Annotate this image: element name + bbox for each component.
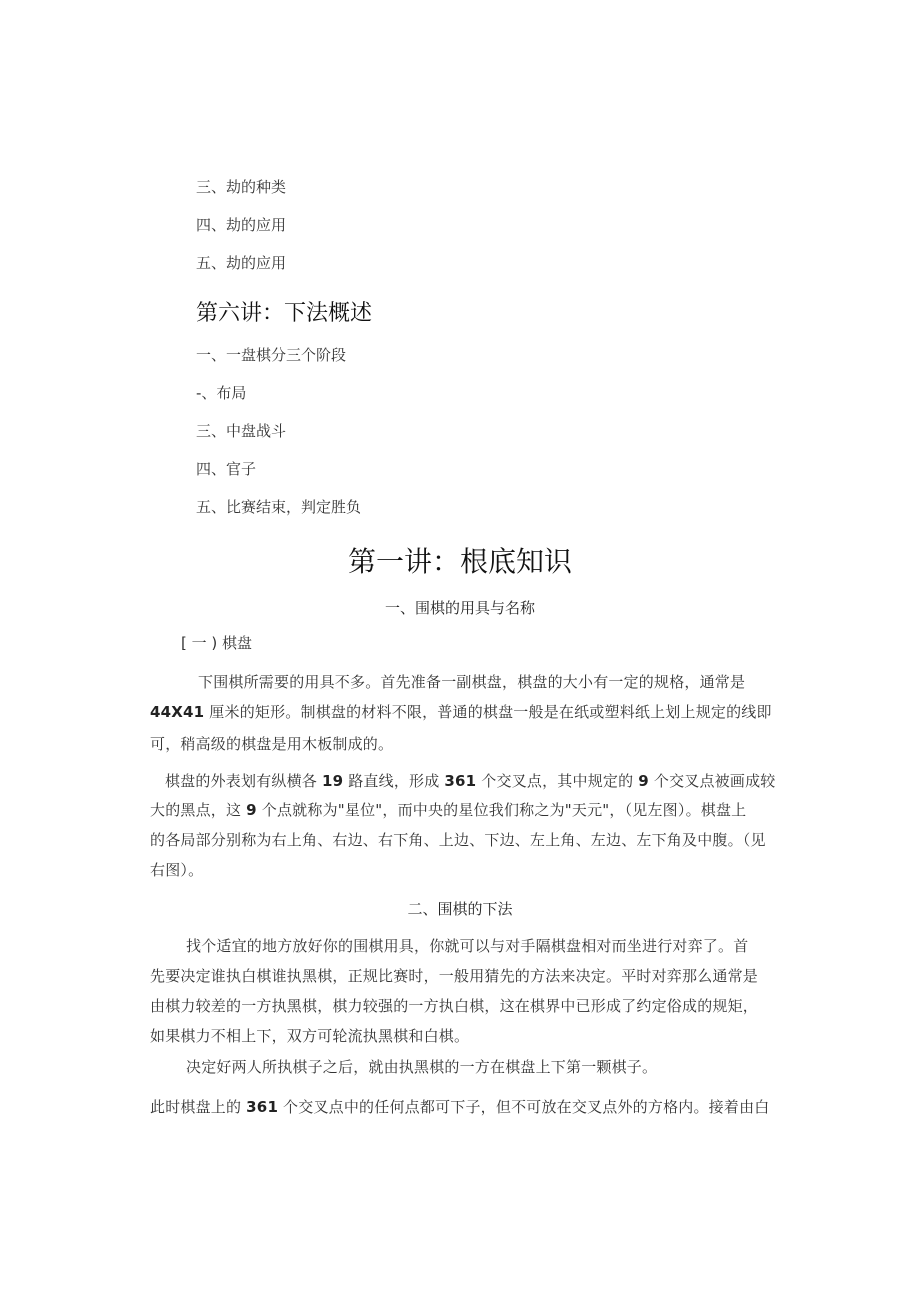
subsection-heading: [ 一 ) 棋盘	[181, 634, 253, 652]
paragraph-line: 由棋力较差的一方执黑棋，棋力较强的一方执白棋，这在棋界中已形成了约定俗成的规矩，	[150, 997, 759, 1015]
number-text: 19	[321, 772, 344, 790]
paragraph-line: 的各局部分别称为右上角、右边、右下角、上边、下边、左上角、左边、左下角及中腹。（见	[150, 831, 766, 849]
toc-item: 三、中盘战斗	[196, 422, 287, 440]
toc-item: 一、一盘棋分三个阶段	[196, 346, 347, 364]
toc-item: -、布局	[196, 384, 247, 402]
number-text: 361	[246, 1098, 279, 1116]
paragraph-line: 找个适宜的地方放好你的围棋用具，你就可以与对手隔棋盘相对而坐进行对弈了。首	[186, 937, 749, 955]
paragraph-line: 下围棋所需要的用具不多。首先准备一副棋盘，棋盘的大小有一定的规格，通常是	[198, 673, 746, 691]
paragraph-line: 可，稍高级的棋盘是用木板制成的。	[150, 735, 394, 753]
paragraph-line: 大的黑点，这 9 个点就称为"星位"，而中央的星位我们称之为"天元"，（见左图）。棋盘上	[150, 801, 747, 819]
section-heading: 一、围棋的用具与名称	[384, 599, 535, 617]
toc-item: 四、劫的应用	[196, 216, 287, 234]
number-text: 44X41	[150, 703, 205, 721]
paragraph-line: 先要决定谁执白棋谁执黑棋，正规比赛时，一般用猜先的方法来决定。平时对弈那么通常是	[150, 967, 759, 985]
toc-item: 四、官子	[196, 460, 257, 478]
paragraph-line: 44X41 厘米的矩形。制棋盘的材料不限，普通的棋盘一般是在纸或塑料纸上划上规定的线即	[150, 703, 772, 721]
paragraph-line: 右图）。	[150, 861, 204, 879]
lecture6-heading: 第六讲：下法概述	[196, 301, 373, 326]
toc-item: 三、劫的种类	[196, 178, 287, 196]
paragraph-line: 决定好两人所执棋子之后，就由执黑棋的一方在棋盘上下第一颗棋子。	[186, 1058, 658, 1076]
toc-item: 五、比赛结束，判定胜负	[196, 498, 362, 516]
toc-item: 五、劫的应用	[196, 254, 287, 272]
page-title: 第一讲：根底知识	[347, 545, 572, 578]
number-text: 361	[444, 772, 477, 790]
section-heading: 二、围棋的下法	[407, 900, 513, 918]
number-text: 9	[638, 772, 649, 790]
paragraph-line: 棋盘的外表划有纵横各 19 路直线，形成 361 个交叉点，其中规定的 9 个交叉点被画成较	[165, 772, 776, 790]
paragraph-line: 此时棋盘上的 361 个交叉点中的任何点都可下子，但不可放在交叉点外的方格内。接着由白	[150, 1098, 770, 1116]
number-text: 9	[246, 801, 257, 819]
paragraph-line: 如果棋力不相上下，双方可轮流执黑棋和白棋。	[150, 1027, 470, 1045]
